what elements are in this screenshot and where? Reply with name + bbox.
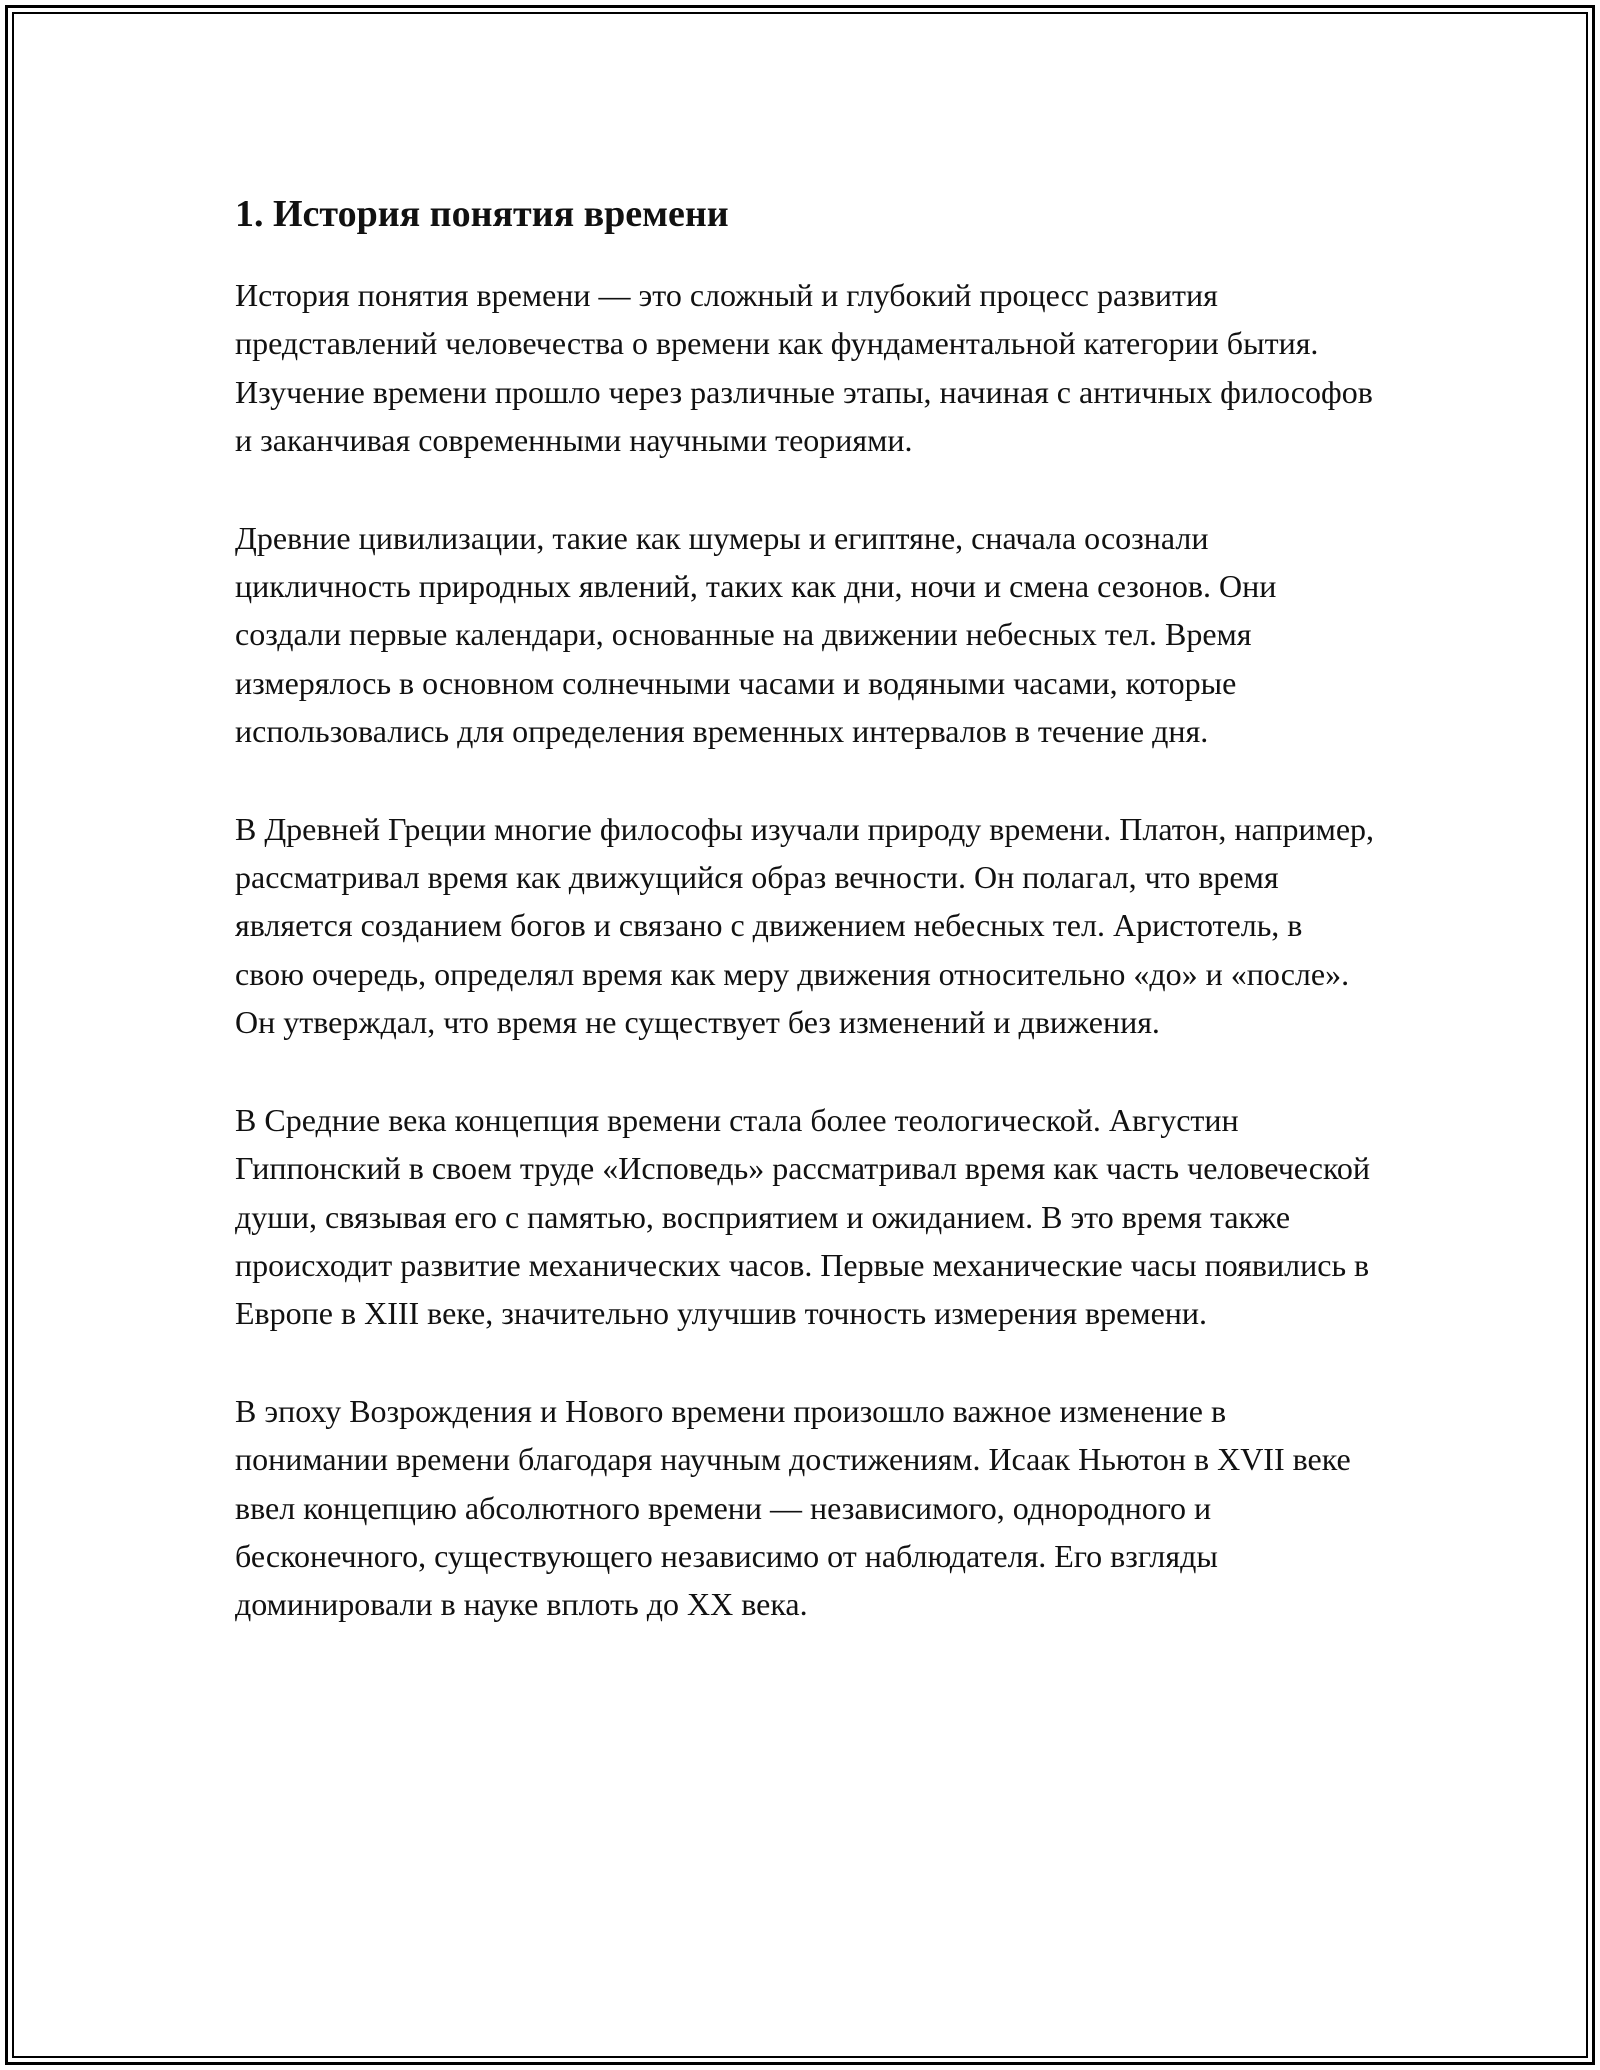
document-body <box>235 183 1375 1678</box>
paragraph-intro: История понятия времени — это сложный и глубокий процесс развития представлений человечества о времени как фундаментальной категории бытия. Изучение времени прошло через различные этапы, начиная с античных философов и заканчивая современными научными теориями. <box>235 277 1373 459</box>
paragraph-ancient-civilizations: Древние цивилизации, такие как шумеры и египтяне, сначала осознали цикличность природных явлений, таких как дни, ночи и смена сезонов. Они создали первые календари, основанные на движении небесных тел. Время измерялось в основном солнечными часами и водяными часами, которые использовались для определения временных интервалов в течение дня. <box>235 519 1277 750</box>
paragraph-renaissance: В эпоху Возрождения и Нового времени произошло важное изменение в понимании времени благодаря научным достижениям. Исаак Ньютон в XVII веке ввел концепцию абсолютного времени — независимого, однородного и бесконечного, существующего независимо от наблюдателя. Его взгляды доминировали в науке вплоть до XX века. <box>235 1392 1351 1623</box>
section-heading: 1. История понятия времени <box>235 193 729 235</box>
paragraph-ancient-greece: В Древней Греции многие философы изучали природу времени. Платон, например, рассматривал время как движущийся образ вечности. Он полагал, что время является созданием богов и связано с движением небесных тел. Аристотель, в свою очередь, определял время как меру движения относительно «до» и «после». Он утверждал, что время не существует без изменений и движения. <box>235 810 1375 1041</box>
paragraph-middle-ages: В Средние века концепция времени стала более теологической. Августин Гиппонский в своем труде «Исповедь» рассматривал время как часть человеческой души, связывая его с памятью, восприятием и ожиданием. В это время также происходит развитие механических часов. Первые механические часы появились в Европе в XIII веке, значительно улучшив точность измерения времени. <box>235 1101 1371 1332</box>
